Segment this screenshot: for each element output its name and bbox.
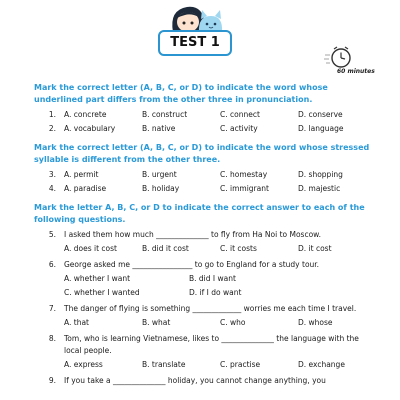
option-c[interactable]: C. whether I wanted (64, 288, 140, 297)
option-b[interactable]: B. did I want (189, 274, 236, 283)
option-a[interactable]: A. concrete (64, 110, 107, 119)
question-1 (34, 109, 372, 121)
question-9 (34, 375, 372, 387)
test-content (34, 82, 372, 389)
option-c[interactable]: C. homestay (220, 170, 268, 179)
option-a[interactable]: A. express (64, 360, 103, 369)
option-b[interactable]: B. construct (142, 110, 188, 119)
option-d[interactable]: D. whose (298, 318, 333, 327)
option-c[interactable]: C. who (220, 318, 246, 327)
option-b[interactable]: B. translate (142, 360, 186, 369)
question-7-options (34, 317, 372, 329)
question-text: Tom, who is learning Vietnamese, likes to ______________ the language with the local people. (64, 334, 359, 355)
option-c[interactable]: C. it costs (220, 244, 257, 253)
question-number: 6. (48, 260, 56, 269)
question-number: 8. (48, 334, 56, 343)
question-3 (34, 169, 372, 181)
option-a[interactable]: A. that (64, 318, 89, 327)
option-d[interactable]: D. shopping (298, 170, 343, 179)
option-c[interactable]: C. immigrant (220, 184, 269, 193)
question-6 (34, 259, 372, 271)
question-8-options (34, 359, 372, 371)
question-text: The danger of flying is something _____________ worries me each time I travel. (64, 304, 357, 313)
question-2 (34, 123, 372, 135)
option-b[interactable]: B. what (142, 318, 171, 327)
page-header (0, 0, 400, 80)
option-d[interactable]: D. majestic (298, 184, 341, 193)
option-c[interactable]: C. practise (220, 360, 261, 369)
option-b[interactable]: B. native (142, 124, 176, 133)
option-a[interactable]: A. vocabulary (64, 124, 116, 133)
question-text: I asked them how much ______________ to fly from Ha Noi to Moscow. (64, 230, 322, 239)
option-c[interactable]: C. connect (220, 110, 260, 119)
option-a[interactable]: A. paradise (64, 184, 107, 193)
question-number: 2. (48, 124, 56, 133)
option-a[interactable]: A. does it cost (64, 244, 117, 253)
question-number: 3. (48, 170, 56, 179)
option-d[interactable]: D. conserve (298, 110, 343, 119)
option-c[interactable]: C. activity (220, 124, 258, 133)
question-number: 7. (48, 304, 56, 313)
section-2-instruction: Mark the correct letter (A, B, C, or D) to indicate the word whose stressed syllable is different from the other three. (34, 143, 370, 164)
section-1-instruction: Mark the correct letter (A, B, C, or D) to indicate the word whose underlined part differs from the other three in pronunciation. (34, 83, 328, 104)
option-d[interactable]: D. it cost (298, 244, 332, 253)
option-d[interactable]: D. exchange (298, 360, 345, 369)
option-a[interactable]: A. permit (64, 170, 99, 179)
question-6-options-row-2 (34, 287, 372, 299)
option-a[interactable]: A. whether I want (64, 274, 131, 283)
option-d[interactable]: D. language (298, 124, 344, 133)
option-b[interactable]: B. holiday (142, 184, 180, 193)
question-number: 5. (48, 230, 56, 239)
section-3-instruction: Mark the letter A, B, C, or D to indicate the correct answer to each of the following questions. (34, 203, 365, 224)
option-b[interactable]: B. did it cost (142, 244, 189, 253)
question-6-options-row-1 (34, 273, 372, 285)
question-number: 4. (48, 184, 56, 193)
question-8 (34, 333, 372, 357)
question-7 (34, 303, 372, 315)
question-number: 9. (48, 376, 56, 385)
question-5 (34, 229, 372, 241)
question-5-options (34, 243, 372, 255)
option-b[interactable]: B. urgent (142, 170, 177, 179)
question-text: If you take a ______________ holiday, you cannot change anything, you (64, 376, 326, 385)
timer-label: 60 minutes (337, 68, 375, 75)
question-4 (34, 183, 372, 195)
test-title: TEST 1 (158, 30, 232, 56)
question-text: George asked me ________________ to go to England for a study tour. (64, 260, 320, 269)
option-d[interactable]: D. if I do want (189, 288, 242, 297)
question-number: 1. (48, 110, 56, 119)
